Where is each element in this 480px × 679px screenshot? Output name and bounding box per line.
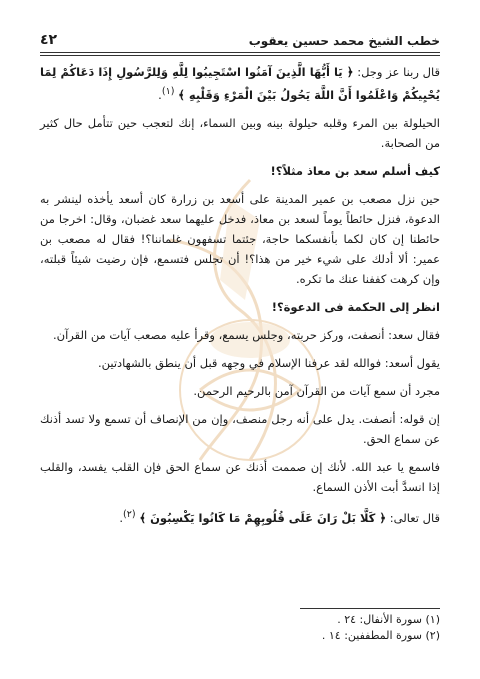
page-header xyxy=(40,8,440,48)
paragraph: يقول أسعد: فوالله لقد عرفنا الإسلام في وجهه قبل أن ينطق بالشهادتين. xyxy=(97,355,440,370)
paragraph: الحيلولة بين المرء وقلبه حيلولة بينه وبين السماء، إنك لتعجب حين تتأمل حال كثير من الصحابة. xyxy=(40,115,440,150)
quote-intro: قال تعالى: xyxy=(389,510,440,525)
paragraph: فاسمع يا عبد الله. لأنك إن صممت أذنك عن سماع الحق فإن القلب يفسد، والقلب إذا انسدَّ أبت الأذن السماع. xyxy=(40,459,440,494)
paragraph: مجرد أن سمع آيات من القرآن آمن بالرحيم الرحمن. xyxy=(193,383,440,398)
quote-intro: قال ربنا عز وجل: xyxy=(357,65,440,79)
paragraph: حين نزل مصعب بن عمير المدينة على أسعد بن زرارة كان أسعد يأخذه لينشر به الدعوة، فنزل حائطاً يوماً لسعد بن معاذ، فدخل عليهما سعد غضبان، وقال: اخرجا من حائطنا إن كان لكما بأنفسكما حاجة، جئتما تسفهون غلماننا؟! فقال له مصعب بن عمير: ألا أدلك على شيء خير من هذا؟! أن تجلس فتسمع، فإن رضيت شيئاً قبلته، وإن كرهت كففنا عنك ما تكره. xyxy=(40,191,440,286)
header-rule xyxy=(40,52,440,53)
page-body xyxy=(40,62,440,649)
footnote-1: (١) سورة الأنفال: ٢٤ . xyxy=(337,613,440,626)
header-rule-secondary xyxy=(40,55,440,56)
quran-verse: ﴿ كَلَّا بَلْ رَانَ عَلَى قُلُوبِهِمْ مَا كَانُوا يَكْسِبُونَ ﴾ xyxy=(139,510,387,525)
paragraph-question: كيف أسلم سعد بن معاذ مثلاً؟! xyxy=(270,163,440,178)
page-number: ٤٢ xyxy=(40,32,58,48)
paragraph: فقال سعد: أنصفت، وركز حربته، وجلس يسمع، وقرأ عليه مصعب آيات من القرآن. xyxy=(53,327,440,342)
footnote-ref-2: (٢) xyxy=(123,508,136,520)
paragraph-question: انظر إلى الحكمة فى الدعوة؟! xyxy=(271,299,440,314)
quran-verse: ﴿ يَا أَيُّهَا الَّذِينَ آمَنُوا اسْتَجِيبُوا لِلَّهِ وَلِلرَّسُولِ إِذَا دَعَاكُمْ لِمَا يُحْيِيكُمْ وَاعْلَمُوا أَنَّ اللَّهَ يَحُولُ بَيْنَ الْمَرْءِ وَقَلْبِهِ ﴾ xyxy=(40,65,440,102)
running-title: خطب الشيخ محمد حسين يعقوب xyxy=(248,34,440,48)
footnote-separator xyxy=(300,608,440,609)
footnote-2: (٢) سورة المطففين: ١٤ . xyxy=(321,629,440,642)
footnote-ref-1: (١) xyxy=(161,86,175,97)
paragraph-quran-quote-1: قال ربنا عز وجل: ﴿ يَا أَيُّهَا الَّذِينَ آمَنُوا اسْتَجِيبُوا لِلَّهِ وَلِلرَّسُولِ إِذَا دَعَاكُمْ لِمَا يُحْيِيكُمْ وَاعْلَمُوا أَنَّ اللَّهَ يَحُولُ بَيْنَ الْمَرْءِ وَقَلْبِهِ ﴾ $^{(١)}$. xyxy=(40,65,440,102)
footnotes xyxy=(40,612,440,644)
paragraph-quran-quote-2: قال تعالى: ﴿ كَلَّا بَلْ رَانَ عَلَى قُلُوبِهِمْ مَا كَانُوا يَكْسِبُونَ ﴾ $^{(٢)}$. xyxy=(119,508,440,525)
paragraph: إن قوله: أنصفت. يدل على أنه رجل منصف، وإن من الإنصاف أن تسمع ولا تسد أذنك عن سماع الحق. xyxy=(40,411,440,446)
